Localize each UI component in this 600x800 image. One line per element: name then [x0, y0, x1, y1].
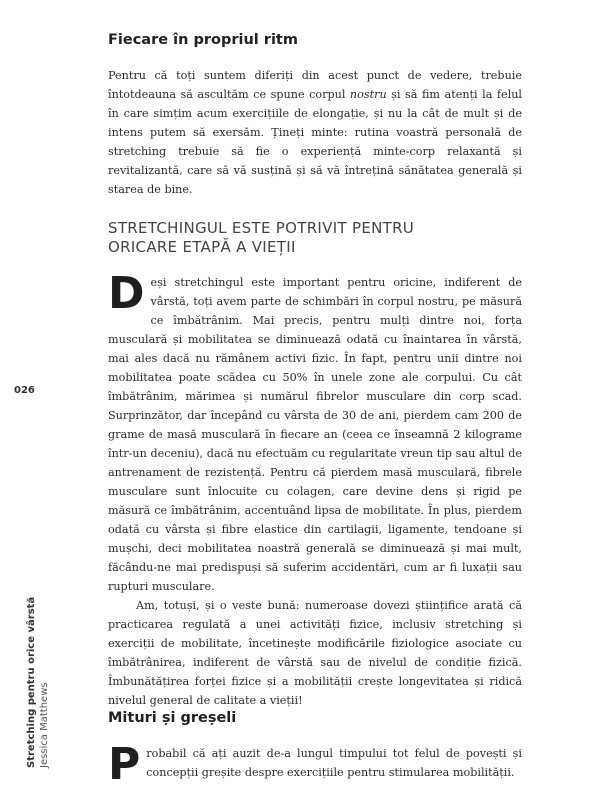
author-name: Jessica Matthews	[39, 682, 50, 768]
intro-italic-word: nostru	[349, 88, 387, 101]
book-title: Stretching pentru orice vârstă	[26, 596, 37, 768]
body-paragraph-1-text: eși stretchingul este important pentru oricine, indiferent de vârstă, toți avem parte de schimbări în corpul nostru, pe măsură ce îmbătrânim. Mai precis, pentru mulți dintre noi, forța musculară și mobilitatea se diminuează odată cu înaintarea în vârstă, mai ales dacă nu rămânem activi fizic. În fapt, pentru unii dintre noi mobilitatea poate scădea cu 50% în unele zone ale corpului. Cu cât îmbătrânim, mărimea și numărul fibrelor musculare din corp scad. Surprinzător, dar începând cu vârsta de 30 de ani, pierdem cam 200 de grame de masă musculară în fiecare an (ceea ce înseamnă 2 kilograme într-un deceniu), dacă nu efectuăm cu regularitate vreun tip sau altul de antrenament de rezistență. Pentru că pierdem masă musculară, fibrele musculare sunt înlocuite cu colagen, care devine dens și rigid pe măsură ce îmbătrânim, accentuând lipsa de mobilitate. În plus, pierdem odată cu vârsta și fibre elastice din cartilagii, ligamente, tendoane și mușchi, deci mobilitatea noastră generală se diminuează și mai mult, făcându-ne mai predispuși să suferim accidentări, cum ar fi luxații sau rupturi musculare.	[108, 276, 522, 593]
body-paragraph-3	[108, 739, 522, 790]
intro-text-part2: și să fim atenți la felul în care simțim acum exercițiile de elongație, și nu la cât de mult și de intens putem să exersăm. Țineți minte: rutina voastră personală de stretching trebuie să fie o experiență minte-corp relaxantă și revitalizantă, care să vă susțină și să vă întrețină sănătatea generală și starea de bine.	[108, 88, 523, 196]
subheading-mituri: Mituri și greșeli	[108, 710, 237, 726]
body-paragraph-1	[108, 268, 522, 596]
dropcap-p: P	[108, 739, 141, 790]
intro-paragraph	[108, 66, 522, 199]
section-title	[108, 219, 522, 257]
page-number: 026	[14, 385, 35, 396]
text-column	[108, 32, 523, 790]
dropcap-d: D	[108, 268, 145, 319]
section-title-line2: ORICARE ETAPĂ A VIEȚII	[108, 238, 296, 256]
subheading-fiecare: Fiecare în propriul ritm	[108, 32, 298, 48]
intro-text-part1: Pentru că toți suntem diferiți din acest punct de vedere, trebuie întotdeauna să ascultăm ce spune corpul	[108, 69, 522, 101]
body-paragraph-3-text: robabil că ați auzit de-a lungul timpului tot felul de povești și concepții greșite despre exercițiile pentru stimularea mobilității.	[146, 747, 522, 779]
running-footer	[26, 597, 50, 768]
section-title-line1: STRETCHINGUL ESTE POTRIVIT PENTRU	[108, 219, 415, 237]
body-paragraph-2: Am, totuși, și o veste bună: numeroase dovezi științifice arată că practicarea regulată a unei activități fizice, inclusiv stretching și exerciții de mobilitate, încetinește modificările fiziologice asociate cu îmbătrânirea, indiferent de vârstă sau de nivelul de condiție fizică. Îmbunătățirea forței fizice și a mobilității crește longevitatea și ridică nivelul general de calitate a vieții!	[108, 599, 522, 707]
